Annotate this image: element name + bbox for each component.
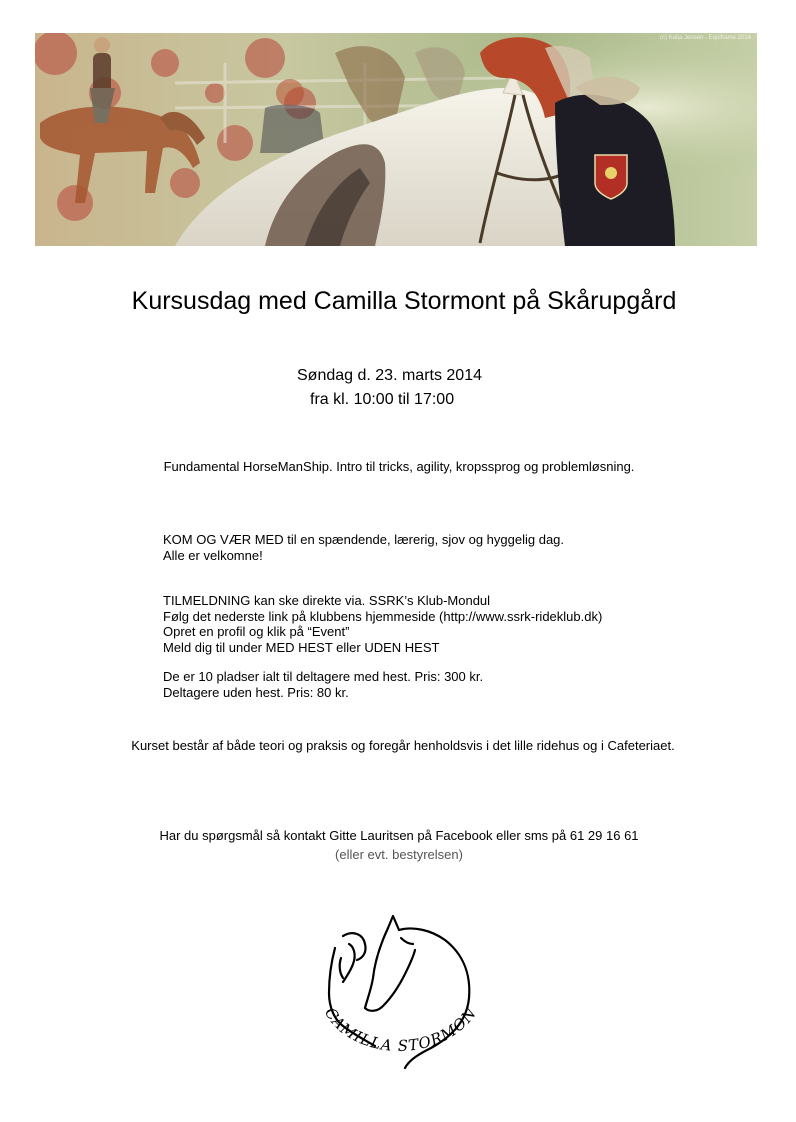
event-time: fra kl. 10:00 til 17:00 bbox=[310, 391, 455, 408]
contact-note: (eller evt. bestyrelsen) bbox=[335, 847, 463, 862]
banner-collage bbox=[35, 33, 757, 246]
welcome-line: KOM OG VÆR MED til en spændende, lærerig, sjov og hyggelig dag. bbox=[163, 532, 565, 547]
svg-text:CAMILLA STORMONT bbox=[313, 908, 480, 1055]
camilla-stormont-logo bbox=[313, 908, 483, 1070]
signup-line: Opret en profil og klik på “Event” bbox=[163, 624, 350, 639]
price-block bbox=[163, 669, 483, 700]
welcome-line: Alle er velkomne! bbox=[163, 547, 263, 563]
welcome-block bbox=[163, 532, 564, 563]
banner-credit: (c) Katja Jensen - Equiframe 2014 bbox=[659, 35, 751, 41]
course-description: Kurset består af både teori og praksis og foregår henholdsvis i det lille ridehus og i Cafeteriaet. bbox=[131, 738, 675, 753]
signup-line: TILMELDNING kan ske direkte via. SSRK’s Klub-Mondul bbox=[163, 593, 491, 608]
price-line: Deltagere uden hest. Pris: 80 kr. bbox=[163, 684, 349, 700]
signup-line: Følg det nederste link på klubbens hjemmeside (http://www.ssrk-rideklub.dk) bbox=[163, 608, 603, 624]
header-banner-image bbox=[35, 33, 757, 246]
intro-text: Fundamental HorseManShip. Intro til tricks, agility, kropssprog og problemløsning. bbox=[163, 459, 635, 474]
signup-line: Meld dig til under MED HEST eller UDEN HEST bbox=[163, 639, 440, 655]
event-date: Søndag d. 23. marts 2014 bbox=[297, 367, 482, 384]
contact-text: Har du spørgsmål så kontakt Gitte Lauritsen på Facebook eller sms på 61 29 16 61 bbox=[159, 828, 639, 843]
logo-text: CAMILLA STORMON bbox=[320, 1003, 481, 1056]
price-line: De er 10 pladser ialt til deltagere med hest. Pris: 300 kr. bbox=[163, 669, 484, 684]
page-title: Kursusdag med Camilla Stormont på Skårupgård bbox=[131, 287, 677, 315]
logo-graphic bbox=[313, 908, 483, 1070]
signup-block bbox=[163, 593, 602, 655]
